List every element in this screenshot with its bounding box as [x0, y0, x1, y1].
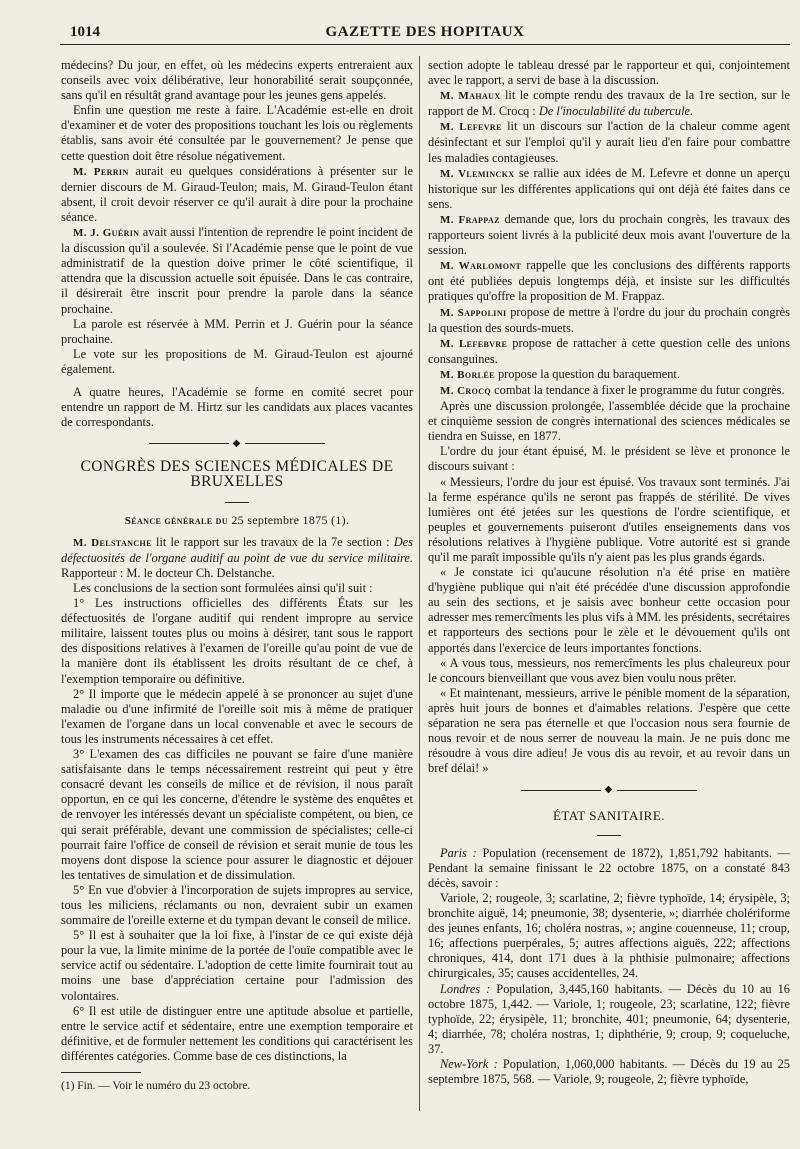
paragraph [428, 119, 790, 165]
speaker-name: M. Frappaz [440, 213, 500, 226]
speaker-name: M. Delstanche [73, 536, 152, 549]
paragraph [428, 336, 790, 367]
paragraph-text: Population (recensement de 1872), 1,851,792 habitants. — Pendant la semaine finissant le 22 octobre 1875, on a constaté 843 décès, savoir : [428, 845, 790, 890]
paragraph-text: combat la tendance à fixer le programme du futur congrès. [494, 382, 785, 397]
paragraph-text: se rallie aux idées de M. Lefevre et donne un aperçu historique sur les différentes applications qui ont déjà été faites dans ce sens. [428, 165, 790, 211]
paragraph-text: avait aussi l'intention de reprendre le point incident de la discussion qu'il a soulevée. Si l'Académie pense que le point de vue administratif de la question doive primer le côté scientifique, il attendra que la discussion actuelle soit épuisée. Dans le cas contraire, il désirerait être inscrit pour prendre la parole dans la séance prochaine. [61, 225, 413, 316]
speaker-name: M. Lefevre [440, 121, 502, 134]
footnote: (1) Fin. — Voir le numéro du 23 octobre. [61, 1080, 251, 1092]
report-title: De l'inoculabilité du tubercule. [538, 104, 694, 119]
title-rule [428, 825, 790, 840]
speaker-name: M. Mahaux [440, 90, 501, 103]
speaker-name: M. J. Guérin [73, 227, 140, 240]
conclusion-item: 5° En vue d'obvier à l'incorporation de sujets impropres au service, tous les miliciens, réclamants ou non, devraient subir un examen sommaire de l'oreille externe et du tympan devant le conseil de milice. [61, 882, 413, 928]
speaker-name: M. Crocq [440, 384, 492, 397]
paragraph [428, 383, 790, 399]
city-label: New-York : [440, 1057, 498, 1071]
spacer [61, 377, 413, 385]
paragraph [61, 535, 413, 581]
paragraph [428, 367, 790, 383]
speaker-name: M. Sappolini [440, 306, 507, 319]
paragraph [428, 166, 790, 212]
column-divider [419, 56, 420, 1111]
paragraph: A quatre heures, l'Académie se forme en comité secret pour entendre un rapport de M. Hirtz sur les candidats aux places vacantes de correspondants. [61, 384, 413, 430]
report-title: Des défectuosités de l'organe auditif au point de vue du service militaire. [61, 534, 413, 565]
paragraph-text: demande que, lors du prochain congrès, les travaux des rapporteurs soient livrés à la publicité deux mois avant l'ouverture de la session. [428, 211, 790, 258]
paragraph [61, 225, 413, 317]
session-date: 25 septembre 1875 (1). [231, 512, 350, 527]
left-column [61, 58, 413, 1094]
paragraph-text: rappelle que les conclusions des différents rapports ont été publiées depuis longtemps déjà, et insiste sur les difficultés pratiques qu'offre la proposition de M. Frappaz. [428, 258, 791, 304]
journal-title: GAZETTE DES HOPITAUX [325, 24, 525, 40]
paragraph-text: lit un discours sur l'action de la chaleur comme agent désinfectant et sur l'emploi qu'il y aurait lieu d'en faire pour combattre les maladies contagieuses. [428, 119, 790, 165]
section-title: CONGRÈS DES SCIENCES MÉDICALES DE BRUXELLES [80, 458, 394, 491]
paragraph: médecins? Du jour, en effet, où les médecins experts entreraient aux conseils avec voix délibérative, leur honorabilité serait soupçonnée, sans qu'il en résultât grand avantage pour les jeunes gens appelés. [61, 58, 413, 103]
paragraph: section adopte le tableau dressé par le rapporteur et qui, conjointement avec le rapport, a servi de base à la discussion. [428, 58, 790, 88]
paragraph-text: lit le rapport sur les travaux de la 7e section : [156, 534, 390, 549]
speaker-name: M. Vleminckx [440, 167, 515, 180]
speech-paragraph: « Messieurs, l'ordre du jour est épuisé. Vos travaux sont terminés. J'ai la ferme espérance qu'ils ne seront pas frappés de stérilité. De vives lumières ont été jetées sur les questions de l'ordre scientifique, et peuples et gouvernements puiseront d'utiles enseignements dans vos résolutions relatives à l'hygiène publique. Votre autorité est si grande qu'il me paraît impossible qu'ils n'y aient pas les plus grands égards. [428, 474, 790, 564]
paragraph [428, 982, 790, 1057]
paragraph: Variole, 2; rougeole, 3; scarlatine, 2; fièvre typhoïde, 14; érysipèle, 3; bronchite aiguë, 14; pneumonie, 38; dysenterie, »; diarrhée cholériforme des jeunes enfants, 16; choléra nostras, »; angine couenneuse, 11; croup, 16; affections puerpérales, 5; autres affections aiguës, 222; affections chroniques, 414, dont 171 dues à la phthisie pulmonaire; affections chirurgicales, 35; causes accidentelles, 24. [428, 890, 790, 981]
paragraph: Après une discussion prolongée, l'assemblée décide que la prochaine et cinquième session de congrès international des sciences médicales se tiendra en Suisse, en 1877. [428, 399, 790, 444]
city-label: Londres : [440, 981, 491, 996]
speaker-name: M. Lefebvre [440, 337, 508, 350]
paragraph-text: lit le compte rendu des travaux de la 1re section, sur le rapport de M. Crocq : [428, 88, 790, 119]
paragraph-text: propose de rattacher à cette question celle des unions consanguines. [428, 335, 791, 366]
paragraph: Enfin une question me reste à faire. L'Académie est-elle en droit d'examiner et de voter des propositions touchant les lois ou règlements établis, sans avoir été consultée par le gouvernement? Je pense que cette question doit être résolue négativement. [61, 103, 413, 163]
speaker-name: M. Warlomont [440, 260, 522, 273]
paragraph [61, 164, 413, 225]
paragraph [428, 846, 790, 891]
paragraph-text: Rapporteur : M. le docteur Ch. Delstanche. [61, 565, 275, 580]
paragraph: Le vote sur les propositions de M. Giraud-Teulon est ajourné également. [61, 346, 413, 376]
section-ornament: ◆ [61, 436, 413, 451]
paragraph-text: aurait eu quelques considérations à présenter sur le dernier discours de M. Giraud-Teulon; mais, M. Giraud-Teulon étant absent, il croit devoir réserver ce qu'il aurait à dire pour la prochaine séance. [61, 163, 413, 224]
paragraph-text: propose la question du baraquement. [497, 366, 680, 381]
conclusion-item: 5° Il est à souhaiter que la loi fixe, à l'instar de ce qui existe déjà pour la vue, la limite minime de la portée de l'ouïe compatible avec le service actif ou sédentaire. L'adoption de cette limite fournirait tout au moins une base d'appréciation certaine pour l'admission des volontaires. [61, 928, 413, 1003]
title-rule [61, 492, 413, 507]
speech-paragraph: « Et maintenant, messieurs, arrive le pénible moment de la séparation, après huit jours de bonnes et d'aimables relations. J'espère que cette séparation ne sera pas éternelle et que l'occasion nous sera fournie de nous revoir et de nous serrer de nouveau la main. Je ne puis donc me résoudre à vous dire adieu! Je vous dis au revoir, et au revoir dans un bref délai! » [428, 685, 790, 776]
paragraph: L'ordre du jour étant épuisé, M. le président se lève et prononce le discours suivant : [428, 444, 790, 474]
paragraph [428, 258, 790, 304]
conclusion-item: 2° Il importe que le médecin appelé à se prononcer au sujet d'une maladie ou d'une infirmité de l'oreille soit mis à même de pratiquer l'examen de l'organe dans un local convenable et avec le secours de tous les instruments nécessaires à cet effet. [61, 686, 413, 746]
paragraph [428, 212, 790, 258]
paragraph-text: Population, 3,445,160 habitants. — Décès du 10 au 16 octobre 1875, 1,442. — Variole, 1; rougeole, 23; scarlatine, 122; fièvre typhoïde, 22; érysipèle, 11; bronchite, 401; pneumonie, 64; dysenterie, 4; diarrhée, 78; choléra nostras, 1; diphthérie, 9; croup, 9; coqueluche, 37. [428, 981, 790, 1056]
session-label: Séance générale du [124, 514, 229, 527]
section-title: ÉTAT SANITAIRE. [552, 807, 666, 823]
section-ornament: ◆ [428, 782, 790, 797]
paragraph-text: Population, 1,060,000 habitants. — Décès du 19 au 25 septembre 1875, 568. — Variole, 9; rougeole, 2; fièvre typhoïde, [428, 1057, 790, 1087]
paragraph: La parole est réservée à MM. Perrin et J. Guérin pour la séance prochaine. [61, 316, 413, 346]
paragraph [428, 88, 790, 119]
paragraph [428, 305, 790, 336]
conclusion-item: 1° Les instructions officielles des différents États sur les défectuosités de l'organe auditif qui rendent impropre au service militaire, laissent toutes plus ou moins à désirer, tant sous le rapport des dispositions relatives à l'examen de l'oreille qu'au point de vue de la manière dont ils établissent les droits résultant de ce chef, à l'exemption temporaire ou définitive. [61, 596, 413, 686]
page-header [60, 22, 790, 45]
paragraph-text: propose de mettre à l'ordre du jour du prochain congrès la question des sourds-muets. [428, 304, 790, 335]
paragraph: Les conclusions de la section sont formulées ainsi qu'il suit : [73, 581, 373, 595]
speaker-name: M. Borlée [440, 368, 495, 381]
city-label: Paris : [440, 845, 477, 860]
paragraph [428, 1057, 790, 1087]
right-column [428, 58, 790, 1087]
speech-paragraph: « A vous tous, messieurs, nos remercîments les plus chaleureux pour le concours bienveillant que vous avez bien voulu nous prêter. [428, 655, 790, 685]
session-heading [61, 513, 413, 529]
speech-paragraph: « Je constate ici qu'aucune résolution n'a été prise en matière d'hygiène publique qui n'ait été précédée d'une discussion approfondie au sein des sections, et je saisis avec bonheur cette occasion pour adresser mes remercîments les plus vifs à MM. les présidents, secrétaires et rapporteurs des sections pour le zèle et le dévouement qu'ils ont apportés dans l'exercice de leurs importantes fonctions. [428, 565, 790, 655]
conclusion-item: 3° L'examen des cas difficiles ne pouvant se faire d'une manière satisfaisante dans le temps nécessairement restreint qui peut y être consacré devant les conseils de milice et de révision, il nous paraît opportun, en ce qui les concerne, d'étendre le système des enquêtes et de renvoyer les intéressés devant un spécialiste compétent, ou bien, ce qui serait préférable, devant une commission de spécialistes; celle-ci pourrait faire l'office de conseil de révision et serait munie de tous les moyens dont dispose la science pour assurer le diagnostic et déjouer les tentatives de simulation et de dissimulation. [61, 747, 413, 882]
speaker-name: M. Perrin [73, 165, 129, 178]
footnote-rule [61, 1072, 141, 1073]
conclusion-item: 6° Il est utile de distinguer entre une aptitude absolue et partielle, entre le service actif et sédentaire, entre une exemption temporaire et définitive, et de formuler nettement les conditions qui caractérisent les différentes catégories. Comme base de ces distinctions, la [61, 1003, 413, 1063]
page-number: 1014 [70, 24, 100, 40]
